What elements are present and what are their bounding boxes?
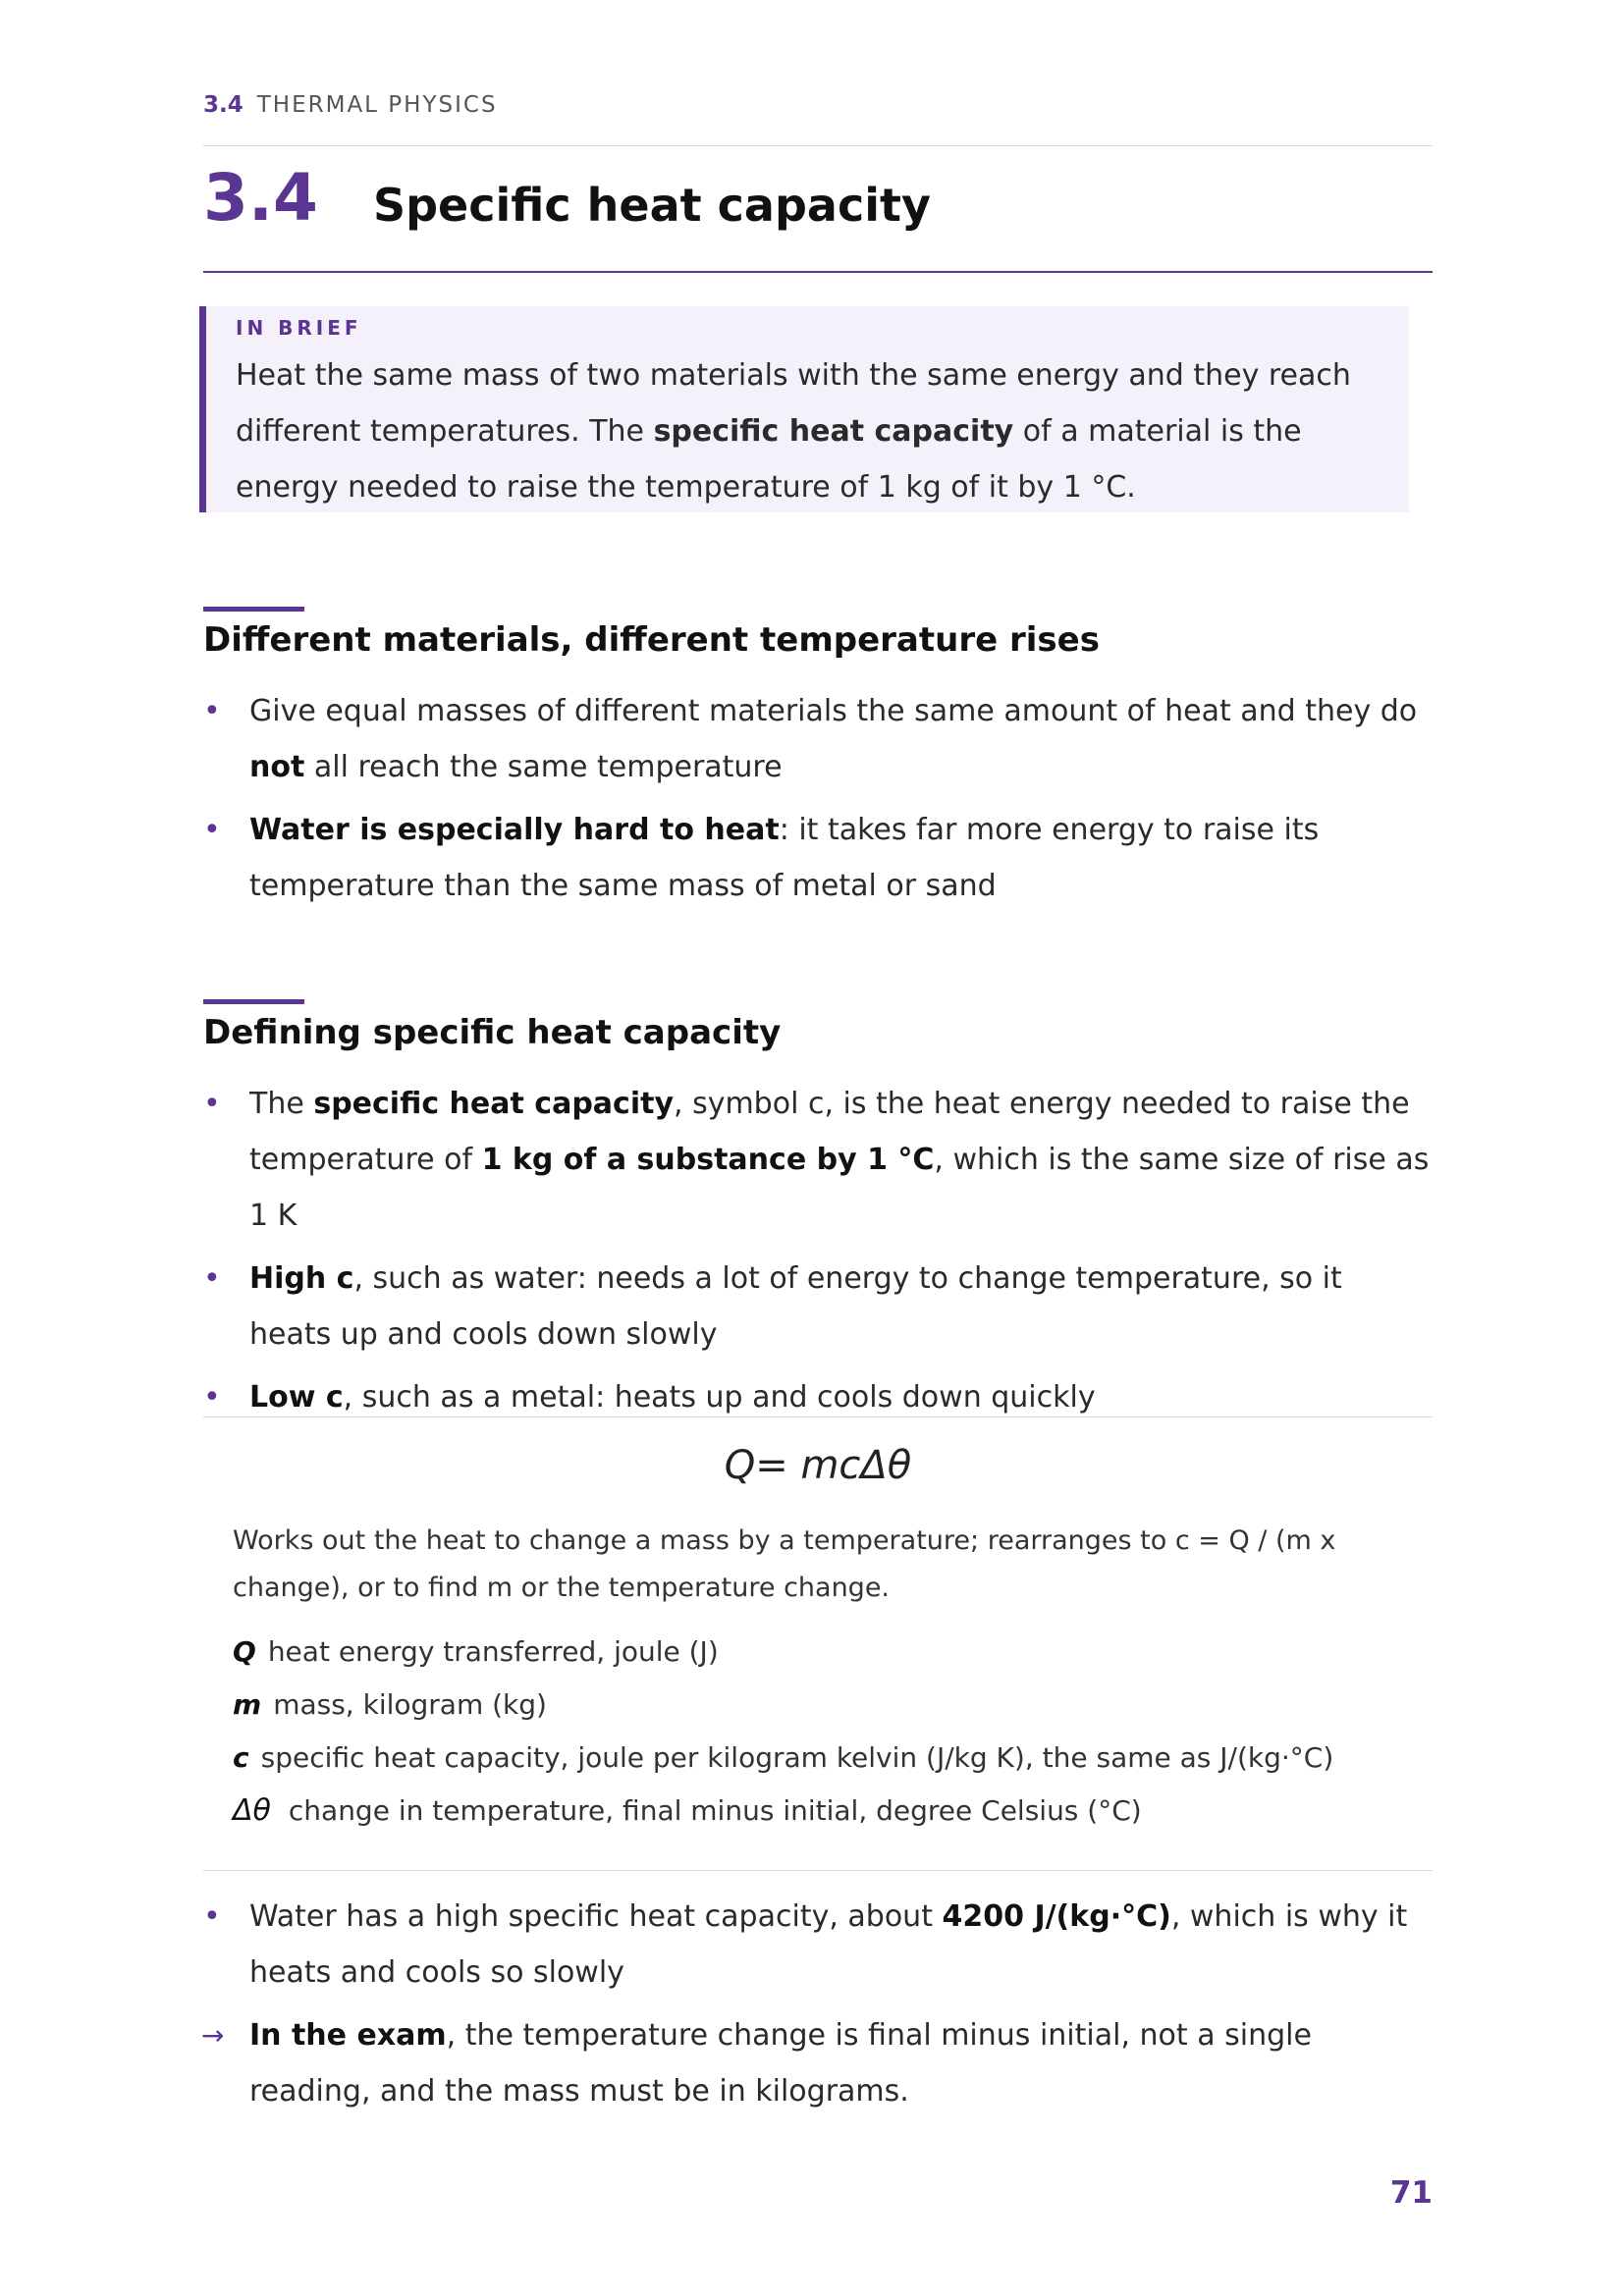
header-divider [203, 145, 1433, 146]
in-brief-bold-term: specific heat capacity [653, 414, 1014, 449]
bullet-text: , such as a metal: heats up and cools down quickly [343, 1380, 1096, 1415]
bullet-text: , which is the same size of rise as 1 K [249, 1143, 1430, 1233]
term-text: specific heat capacity, joule per kilogram kelvin (J/kg K), the same as J/(kg·°C) [260, 1741, 1334, 1774]
bullet-bold: Low c [249, 1380, 344, 1415]
bullet-bold: Water is especially hard to heat [249, 813, 780, 847]
term-symbol: Q [233, 1635, 256, 1668]
in-brief-label: IN BRIEF [236, 316, 362, 340]
bullet-icon: • [203, 1261, 221, 1296]
section-title [203, 159, 1433, 267]
section-heading-different-materials: Different materials, different temperature rises [203, 620, 1100, 660]
bullet-bold: High c [249, 1261, 354, 1296]
bullet-list-after [203, 1889, 1433, 2126]
title-divider [203, 271, 1433, 273]
running-head-number: 3.4 [203, 92, 244, 118]
bullet-text: Give equal masses of different materials the same amount of heat and they do [249, 694, 1418, 728]
bullet-text: : it takes far more energy to raise its temperature than the same mass of metal or sand [249, 813, 1320, 903]
bullet-text: Water has a high specific heat capacity, about [249, 1899, 943, 1934]
bullet-bold: 1 kg of a substance by 1 °C [481, 1143, 935, 1177]
bullet-text: , such as water: needs a lot of energy to change temperature, so it heats up and cools down slowly [249, 1261, 1342, 1352]
in-brief-text [236, 347, 1394, 515]
heading-accent-rule [203, 999, 304, 1004]
term-symbol: m [233, 1688, 262, 1721]
list-item [203, 683, 1433, 795]
bullet-list-different-materials [203, 683, 1433, 921]
term-text: heat energy transferred, joule (J) [267, 1635, 719, 1668]
equation-term [233, 1732, 1411, 1785]
bullet-text: The [249, 1087, 314, 1121]
bullet-icon: • [203, 1380, 221, 1415]
section-number: 3.4 [203, 160, 318, 236]
exam-tip-bold: In the exam [249, 2018, 447, 2053]
running-head-title: THERMAL PHYSICS [256, 92, 498, 118]
equation-bottom-divider [203, 1870, 1433, 1871]
arrow-right-icon: → [201, 2019, 225, 2052]
equation-term [233, 1785, 1411, 1838]
equation-description: Works out the heat to change a mass by a temperature; rearranges to c = Q / (m x change), or to find m or the temperature change. [233, 1525, 1336, 1603]
running-head [203, 92, 498, 118]
bullet-list-defining-shc [203, 1076, 1433, 1432]
list-item [203, 1889, 1433, 2001]
list-item [203, 1251, 1433, 1362]
equation-terms [233, 1626, 1411, 1838]
heading-accent-rule [203, 607, 304, 612]
page-title: Specific heat capacity [373, 179, 931, 232]
bullet-bold: 4200 J/(kg·°C) [942, 1899, 1171, 1934]
section-heading-defining-shc: Defining specific heat capacity [203, 1013, 782, 1052]
term-symbol: Δθ [233, 1793, 271, 1828]
bullet-text: , which is why it heats and cools so slowly [249, 1899, 1408, 1990]
list-item [203, 802, 1433, 914]
bullet-icon: • [203, 1899, 221, 1934]
bullet-icon: • [203, 694, 221, 728]
list-item [203, 1076, 1433, 1244]
page-number: 71 [1389, 2175, 1433, 2211]
in-brief-text-part: of a material is the energy needed to raise the temperature of 1 kg of it by 1 °C. [236, 414, 1302, 505]
equation-formula: Q= mcΔθ [724, 1443, 912, 1488]
bullet-text: , symbol c, is the heat energy needed to raise the temperature of [249, 1087, 1410, 1177]
term-text: mass, kilogram (kg) [273, 1688, 547, 1721]
equation-term [233, 1626, 1411, 1679]
equation-term [233, 1679, 1411, 1732]
exam-tip-text: , the temperature change is final minus initial, not a single reading, and the mass must be in kilograms. [249, 2018, 1312, 2109]
bullet-bold: not [249, 750, 305, 784]
bullet-icon: • [203, 813, 221, 847]
in-brief-text-part: Heat the same mass of two materials with the same energy and they reach different temperatures. The [236, 358, 1351, 449]
bullet-text: all reach the same temperature [304, 750, 783, 784]
bullet-icon: • [203, 1087, 221, 1121]
term-symbol: c [233, 1741, 249, 1774]
bullet-bold: specific heat capacity [313, 1087, 674, 1121]
in-brief-box [199, 306, 1409, 512]
term-text: change in temperature, final minus initial, degree Celsius (°C) [288, 1794, 1142, 1827]
exam-tip [203, 2007, 1433, 2119]
equation-top-divider [203, 1416, 1433, 1417]
